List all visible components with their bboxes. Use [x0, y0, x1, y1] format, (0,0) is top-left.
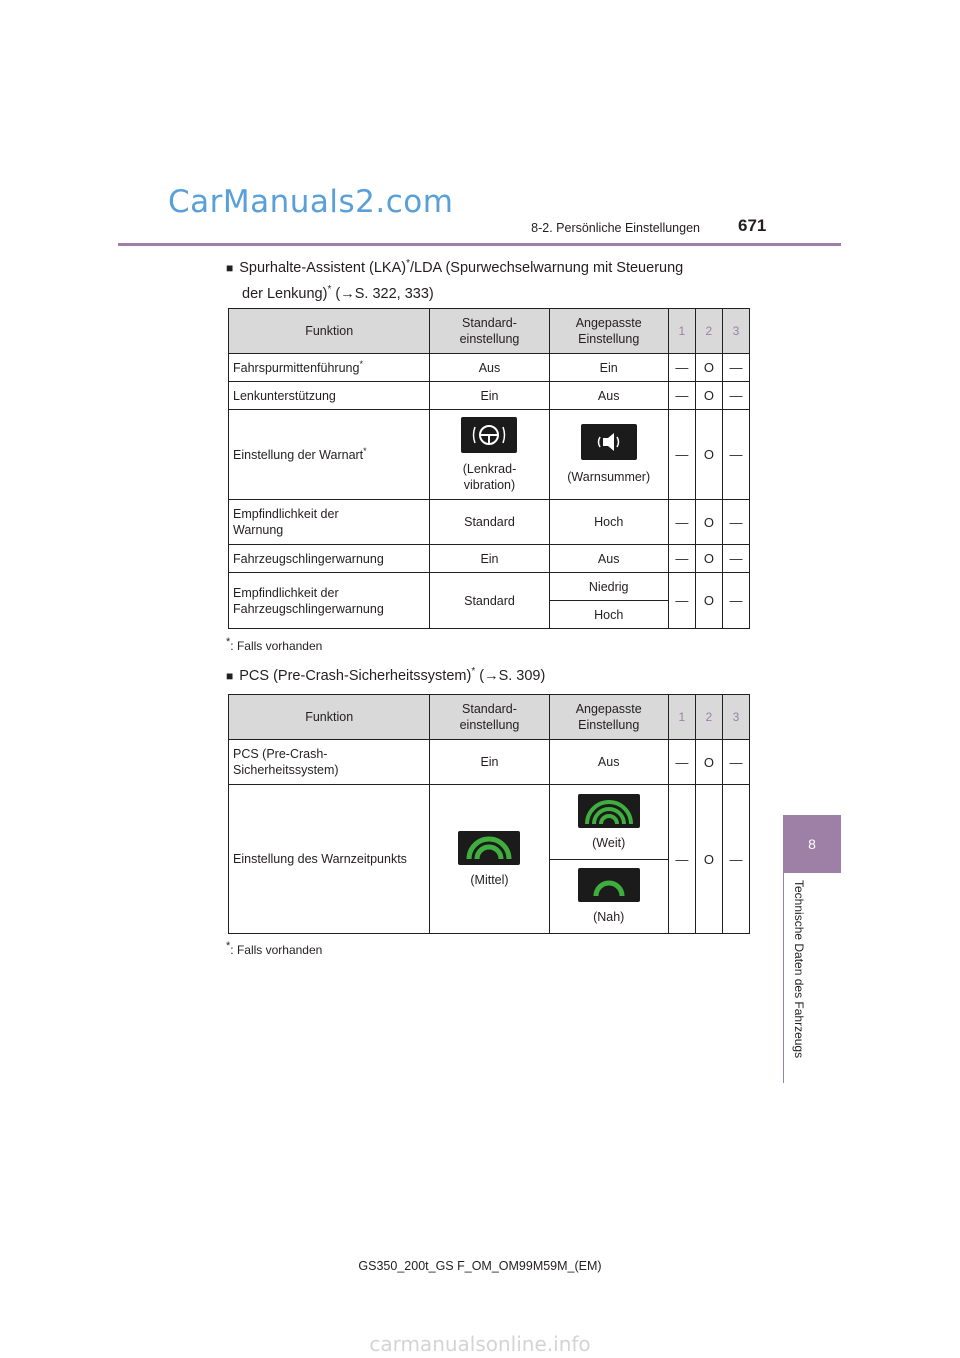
cell-col-1: —: [668, 740, 695, 785]
heading-lka-line2: der Lenkung): [242, 285, 328, 302]
warning-timing-middle-icon: [458, 831, 520, 865]
header-col-1: [668, 309, 695, 354]
heading-lka-part1: Spurhalte-Assistent (LKA): [239, 259, 407, 276]
cell-angepasste: Hoch: [549, 500, 668, 545]
cell-col-3: —: [722, 545, 749, 573]
caption-mittel: (Mittel): [470, 872, 509, 887]
chapter-tab[interactable]: [783, 815, 841, 873]
header-funktion: Funktion: [229, 309, 430, 354]
funktion-label: Fahrspurmittenführung: [233, 361, 360, 376]
asterisk-mark: *: [363, 446, 367, 457]
table-row: [229, 500, 750, 545]
cell-funktion: Lenkunterstützung: [229, 382, 430, 410]
caption-nah: (Nah): [593, 910, 625, 924]
cell-col-1: —: [668, 382, 695, 410]
cell-col-1: —: [668, 500, 695, 545]
cell-col-1: —: [668, 354, 695, 382]
header-col-3: [722, 309, 749, 354]
header-col-2: [695, 695, 722, 740]
cell-angepasste: Aus: [549, 740, 668, 785]
table-row: [229, 573, 750, 601]
cell-angepasste-b: [549, 860, 668, 934]
circled-number-1-icon: 1: [678, 324, 686, 338]
watermark-footer[interactable]: carmanualsonline.info: [369, 1332, 591, 1356]
header-col-1: [668, 695, 695, 740]
table-row: [229, 740, 750, 785]
warning-timing-near-icon: [578, 868, 640, 902]
table-row: [229, 785, 750, 860]
cell-funktion: [229, 410, 430, 500]
cell-angepasste-b: Hoch: [549, 601, 668, 629]
cell-col-1: —: [668, 785, 695, 934]
table-row: [229, 382, 750, 410]
cell-standard: [430, 410, 549, 500]
caption-weit: (Weit): [592, 835, 626, 850]
cell-funktion: Empfindlichkeit der Fahrzeugschlingerwarnung: [229, 573, 430, 629]
heading-lka-part2: /LDA (Spurwechselwarnung mit Steuerung: [409, 259, 684, 276]
footnote-text: : Falls vorhanden: [230, 943, 323, 957]
watermark-logo[interactable]: CarManuals2.com: [168, 184, 454, 220]
cell-angepasste: Ein: [549, 354, 668, 382]
cell-col-2: O: [695, 573, 722, 629]
header-col-2: [695, 309, 722, 354]
cell-standard: Standard: [430, 500, 549, 545]
chapter-title: Technische Daten des Fahrzeugs: [792, 880, 806, 1059]
cell-col-2: O: [695, 382, 722, 410]
asterisk-mark: *: [359, 359, 363, 370]
cell-angepasste: Aus: [549, 545, 668, 573]
cell-standard: Aus: [430, 354, 549, 382]
cell-standard: Ein: [430, 740, 549, 785]
cell-standard: Standard: [430, 573, 549, 629]
cell-funktion: [229, 354, 430, 382]
cell-standard: Ein: [430, 545, 549, 573]
cell-angepasste: Aus: [549, 382, 668, 410]
cell-col-2: O: [695, 740, 722, 785]
cell-funktion: Empfindlichkeit der Warnung: [229, 500, 430, 545]
cell-standard: Ein: [430, 382, 549, 410]
header-divider: [118, 243, 841, 246]
cell-col-3: —: [722, 410, 749, 500]
table-row: [229, 545, 750, 573]
cell-col-3: —: [722, 573, 749, 629]
asterisk-mark: *: [406, 258, 410, 269]
caption-warnsummer: (Warnsummer): [567, 470, 651, 484]
cell-funktion: Fahrzeugschlingerwarnung: [229, 545, 430, 573]
cell-col-2: O: [695, 354, 722, 382]
heading-pcs: PCS (Pre-Crash-Sicherheitssystem): [239, 667, 472, 684]
table-header-row: [229, 309, 750, 354]
page-number: 671: [738, 216, 767, 235]
cell-col-3: —: [722, 354, 749, 382]
cell-angepasste-a: Niedrig: [549, 573, 668, 601]
cell-standard: [430, 785, 549, 934]
asterisk-mark: *: [226, 636, 231, 648]
section-heading-lka: [226, 253, 746, 305]
side-divider: [783, 873, 784, 1083]
footnote-text: : Falls vorhanden: [230, 639, 323, 653]
section-header: 8-2. Persönliche Einstellungen: [531, 221, 700, 235]
circled-number-3-icon: 3: [732, 324, 740, 338]
document-code: GS350_200t_GS F_OM_OM99M59M_(EM): [358, 1259, 602, 1273]
header-standard: Standard- einstellung: [430, 695, 549, 740]
cell-col-1: —: [668, 545, 695, 573]
cell-col-3: —: [722, 740, 749, 785]
header-angepasste: Angepasste Einstellung: [549, 309, 668, 354]
table-row: [229, 410, 750, 500]
table-row: [229, 354, 750, 382]
table-header-row: [229, 695, 750, 740]
header-standard: Standard- einstellung: [430, 309, 549, 354]
header-col-3: [722, 695, 749, 740]
cell-funktion: PCS (Pre-Crash- Sicherheitssystem): [229, 740, 430, 785]
lka-settings-table: [228, 308, 750, 629]
pcs-settings-table: [228, 694, 750, 934]
asterisk-mark: *: [327, 283, 332, 295]
footnote: [226, 636, 322, 653]
cell-col-3: —: [722, 500, 749, 545]
funktion-label: Einstellung der Warnart: [233, 448, 364, 463]
asterisk-mark: *: [471, 666, 476, 677]
section-heading-pcs: [226, 661, 545, 687]
heading-lka-ref[interactable]: (→S. 322, 333): [335, 285, 434, 302]
header-angepasste: Angepasste Einstellung: [549, 695, 668, 740]
cell-col-2: O: [695, 545, 722, 573]
heading-pcs-ref[interactable]: (→S. 309): [479, 667, 546, 684]
circled-number-2-icon: 2: [705, 710, 713, 724]
square-bullet-icon: ■: [226, 668, 234, 683]
steering-wheel-vibration-icon: [461, 417, 517, 453]
warning-timing-far-icon: [578, 794, 640, 828]
circled-number-3-icon: 3: [732, 710, 740, 724]
cell-col-1: —: [668, 410, 695, 500]
caption-lenkrad: (Lenkrad- vibration): [462, 461, 517, 492]
cell-col-1: —: [668, 573, 695, 629]
cell-col-3: —: [722, 382, 749, 410]
chapter-number: 8: [808, 836, 816, 852]
cell-col-2: O: [695, 785, 722, 934]
circled-number-2-icon: 2: [705, 324, 713, 338]
cell-funktion: Einstellung des Warnzeitpunkts: [229, 785, 430, 934]
cell-angepasste-a: [549, 785, 668, 860]
asterisk-mark: *: [226, 940, 231, 952]
cell-col-2: O: [695, 410, 722, 500]
footnote: [226, 940, 322, 957]
square-bullet-icon: ■: [226, 260, 234, 275]
header-funktion: Funktion: [229, 695, 430, 740]
cell-col-3: —: [722, 785, 749, 934]
cell-angepasste: [549, 410, 668, 500]
buzzer-speaker-icon: [581, 424, 637, 460]
circled-number-1-icon: 1: [678, 710, 686, 724]
cell-col-2: O: [695, 500, 722, 545]
